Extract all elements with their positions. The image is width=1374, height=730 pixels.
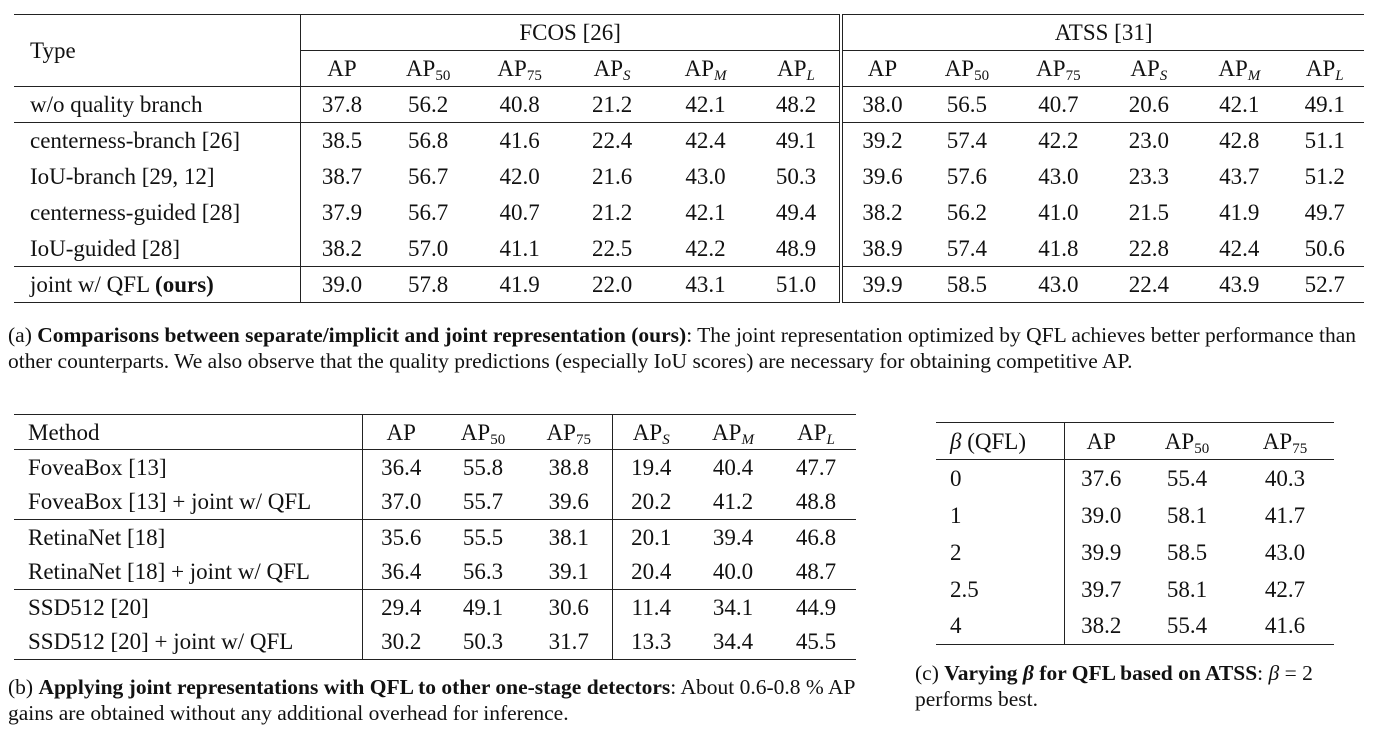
cell-value: 42.2 bbox=[685, 235, 726, 261]
caption-c-beta: β bbox=[1022, 661, 1034, 685]
cell-value: 42.8 bbox=[1219, 128, 1260, 154]
cell-value: 48.8 bbox=[795, 489, 837, 515]
cell-value: 20.4 bbox=[612, 555, 690, 590]
table-row bbox=[936, 534, 1334, 571]
header-metric-base: AP bbox=[712, 419, 742, 445]
caption-c-beta2: β bbox=[1268, 661, 1280, 685]
cell-value: 41.9 bbox=[1219, 200, 1260, 225]
cell-value: 42.2 bbox=[1038, 128, 1079, 154]
header-metric bbox=[383, 51, 473, 87]
header-metric bbox=[1138, 423, 1236, 460]
caption-c-bold-2: for QFL based on ATSS bbox=[1033, 661, 1258, 685]
header-metric bbox=[1236, 423, 1334, 460]
cell-value: 48.9 bbox=[753, 231, 841, 267]
header-metric-base: AP bbox=[797, 419, 827, 445]
cell-value: 49.7 bbox=[1304, 200, 1345, 225]
cell-value: 58.1 bbox=[1166, 576, 1208, 602]
cell-value: 42.1 bbox=[1219, 92, 1260, 117]
cell-value: 31.7 bbox=[548, 629, 589, 655]
cell-value: 56.7 bbox=[408, 200, 449, 225]
cell-value: 11.4 bbox=[612, 590, 690, 625]
cell-value: 57.4 bbox=[946, 128, 988, 154]
cell-value: 43.0 bbox=[685, 164, 726, 189]
cell-value: 41.2 bbox=[712, 489, 754, 515]
cell-value: 55.4 bbox=[1166, 465, 1208, 491]
header-metric-sub: L bbox=[826, 431, 835, 448]
cell-value: 42.1 bbox=[685, 92, 726, 117]
cell-value: 49.1 bbox=[753, 123, 841, 159]
cell-value: 39.1 bbox=[548, 559, 589, 585]
table-row bbox=[14, 590, 856, 625]
header-metric-base: AP bbox=[497, 56, 527, 81]
cell-value: 23.0 bbox=[1128, 128, 1169, 154]
header-metric-sub: M bbox=[1247, 68, 1261, 84]
cell-value: 39.0 bbox=[300, 267, 382, 303]
caption-c-bold-1: Varying bbox=[944, 661, 1023, 685]
cell-value: 43.0 bbox=[1264, 539, 1306, 565]
header-metric-sub: S bbox=[662, 431, 670, 448]
cell-value: 51.2 bbox=[1304, 164, 1345, 189]
header-metric bbox=[776, 415, 856, 450]
header-metric-base: AP bbox=[1130, 56, 1160, 81]
beta-symbol: β bbox=[950, 428, 962, 454]
cell-value: 57.4 bbox=[946, 235, 988, 261]
cell-value: 41.0 bbox=[1038, 200, 1079, 225]
table-row bbox=[14, 520, 856, 555]
cell-value: 41.9 bbox=[499, 272, 540, 297]
row-label: centerness-branch [26] bbox=[30, 128, 241, 154]
cell-value: 56.7 bbox=[408, 164, 449, 189]
cell-value: 42.4 bbox=[1219, 235, 1260, 261]
cell-value: 41.8 bbox=[1038, 235, 1079, 261]
cell-value: 30.6 bbox=[548, 594, 589, 620]
cell-value: 55.8 bbox=[462, 454, 504, 480]
cell-value: 30.2 bbox=[362, 625, 440, 660]
header-metric bbox=[1193, 51, 1285, 87]
row-label: IoU-guided [28] bbox=[30, 235, 181, 261]
cell-value: 38.2 bbox=[1064, 608, 1138, 645]
cell-value: 21.2 bbox=[591, 200, 633, 225]
header-metric bbox=[690, 415, 776, 450]
cell-value: 56.3 bbox=[462, 559, 504, 585]
header-metric bbox=[473, 51, 565, 87]
cell-value: 42.4 bbox=[685, 128, 726, 154]
row-label: centerness-guided [28] bbox=[30, 200, 241, 225]
header-metric-sub: M bbox=[741, 431, 754, 448]
header-metric bbox=[526, 415, 612, 450]
header-metric-base: AP bbox=[386, 419, 416, 445]
cell-value: 37.9 bbox=[300, 195, 382, 231]
header-metric-sub: 75 bbox=[1065, 68, 1081, 84]
row-beta: 2.5 bbox=[950, 576, 979, 602]
header-metric bbox=[922, 51, 1012, 87]
cell-value: 39.6 bbox=[841, 159, 921, 195]
row-label bbox=[14, 267, 300, 303]
table-row bbox=[14, 231, 1364, 267]
header-metric-sub: 50 bbox=[435, 68, 451, 84]
header-beta bbox=[936, 423, 1064, 460]
header-metric-sub: S bbox=[623, 68, 631, 84]
cell-value: 43.9 bbox=[1219, 272, 1260, 297]
table-row bbox=[14, 87, 1364, 123]
cell-value: 47.7 bbox=[795, 454, 837, 480]
caption-a-text: : The joint representation optimized by QFL achieves better performance than other counterparts. We also observe that the quality predictions (especially IoU scores) are necessary for obtaining competitive AP. bbox=[8, 323, 1357, 373]
row-beta: 1 bbox=[950, 502, 962, 528]
header-metric-sub: 50 bbox=[490, 431, 506, 448]
caption-c bbox=[915, 660, 1365, 712]
header-metric bbox=[440, 415, 526, 450]
table-c bbox=[936, 422, 1334, 645]
caption-c-text-1: : bbox=[1257, 661, 1269, 685]
table-row bbox=[936, 608, 1334, 645]
cell-value: 55.4 bbox=[1166, 613, 1208, 639]
cell-value: 29.4 bbox=[362, 590, 440, 625]
caption-b-text: : About 0.6-0.8 % AP gains are obtained without any additional overhead for inference. bbox=[8, 675, 855, 725]
row-label-plain: joint w/ QFL bbox=[30, 272, 156, 297]
header-metric-base: AP bbox=[944, 56, 975, 81]
table-row bbox=[14, 159, 1364, 195]
row-beta: 4 bbox=[950, 613, 962, 639]
header-metric-sub: 75 bbox=[575, 431, 591, 448]
header-metric bbox=[566, 51, 658, 87]
cell-value: 22.4 bbox=[591, 128, 633, 154]
cell-value: 20.6 bbox=[1128, 92, 1169, 117]
row-label: RetinaNet [18] bbox=[28, 524, 166, 550]
cell-value: 39.6 bbox=[548, 489, 589, 515]
header-type: Type bbox=[14, 15, 300, 87]
header-metric-base: AP bbox=[1218, 56, 1248, 81]
row-beta: 0 bbox=[950, 465, 962, 491]
header-metric-base: AP bbox=[460, 419, 491, 445]
cell-value: 55.7 bbox=[462, 489, 504, 515]
header-metric bbox=[612, 415, 690, 450]
table-row bbox=[14, 450, 856, 485]
caption-a-bold: Comparisons between separate/implicit and joint representation (ours) bbox=[37, 323, 687, 347]
cell-value: 39.9 bbox=[841, 267, 921, 303]
header-metric-base: AP bbox=[632, 419, 663, 445]
header-metric-base: AP bbox=[777, 56, 807, 81]
cell-value: 43.7 bbox=[1219, 164, 1260, 189]
cell-value: 57.8 bbox=[408, 272, 449, 297]
header-metric bbox=[1064, 423, 1138, 460]
cell-value: 38.8 bbox=[548, 454, 589, 480]
cell-value: 37.0 bbox=[362, 485, 440, 520]
header-metric-base: AP bbox=[1086, 428, 1116, 454]
caption-a-prefix: (a) bbox=[8, 323, 38, 347]
row-beta: 2 bbox=[950, 539, 962, 565]
beta-label: (QFL) bbox=[961, 428, 1026, 454]
cell-value: 49.1 bbox=[462, 594, 504, 620]
cell-value: 22.5 bbox=[591, 235, 633, 261]
cell-value: 21.6 bbox=[591, 164, 633, 189]
cell-value: 42.7 bbox=[1264, 576, 1306, 602]
header-metric-base: AP bbox=[1164, 428, 1195, 454]
table-a bbox=[14, 14, 1364, 303]
header-metric bbox=[362, 415, 440, 450]
cell-value: 41.1 bbox=[499, 235, 540, 261]
cell-value: 44.9 bbox=[795, 594, 837, 620]
cell-value: 52.7 bbox=[1304, 272, 1345, 297]
table-b bbox=[14, 414, 856, 660]
cell-value: 43.0 bbox=[1038, 272, 1079, 297]
table-row bbox=[14, 195, 1364, 231]
cell-value: 58.5 bbox=[1166, 539, 1208, 565]
cell-value: 38.0 bbox=[841, 87, 921, 123]
row-label: RetinaNet [18] + joint w/ QFL bbox=[28, 559, 310, 585]
cell-value: 50.3 bbox=[753, 159, 841, 195]
cell-value: 38.2 bbox=[841, 195, 921, 231]
table-row bbox=[936, 497, 1334, 534]
cell-value: 40.7 bbox=[499, 200, 540, 225]
cell-value: 21.5 bbox=[1128, 200, 1169, 225]
cell-value: 20.2 bbox=[612, 485, 690, 520]
cell-value: 50.3 bbox=[462, 629, 504, 655]
header-metric-base: AP bbox=[684, 56, 714, 81]
header-metric-base: AP bbox=[546, 419, 576, 445]
cell-value: 43.1 bbox=[685, 272, 726, 297]
cell-value: 39.7 bbox=[1064, 571, 1138, 608]
table-row bbox=[14, 555, 856, 590]
cell-value: 39.4 bbox=[712, 524, 754, 550]
table-row bbox=[14, 485, 856, 520]
cell-value: 56.2 bbox=[408, 92, 449, 117]
cell-value: 49.1 bbox=[1304, 92, 1345, 117]
cell-value: 21.2 bbox=[591, 92, 633, 117]
cell-value: 38.7 bbox=[300, 159, 382, 195]
cell-value: 51.0 bbox=[753, 267, 841, 303]
caption-c-prefix: (c) bbox=[915, 661, 945, 685]
cell-value: 34.4 bbox=[712, 629, 754, 655]
cell-value: 20.1 bbox=[612, 520, 690, 555]
header-metric bbox=[1105, 51, 1193, 87]
header-metric bbox=[1012, 51, 1104, 87]
header-metric bbox=[658, 51, 752, 87]
cell-value: 38.2 bbox=[300, 231, 382, 267]
cell-value: 39.2 bbox=[841, 123, 921, 159]
table-row bbox=[936, 571, 1334, 608]
header-metric bbox=[841, 51, 921, 87]
caption-a bbox=[8, 322, 1366, 374]
cell-value: 38.5 bbox=[300, 123, 382, 159]
header-metric-base: AP bbox=[1262, 428, 1293, 454]
cell-value: 49.4 bbox=[753, 195, 841, 231]
header-metric-sub: L bbox=[1335, 68, 1344, 84]
cell-value: 40.4 bbox=[712, 454, 754, 480]
header-atss: ATSS [31] bbox=[841, 15, 1364, 51]
cell-value: 34.1 bbox=[712, 594, 754, 620]
header-metric-base: AP bbox=[867, 56, 898, 81]
cell-value: 43.0 bbox=[1038, 164, 1079, 189]
cell-value: 46.8 bbox=[795, 524, 837, 550]
cell-value: 56.5 bbox=[946, 92, 988, 117]
row-label: IoU-branch [29, 12] bbox=[30, 164, 215, 189]
cell-value: 48.2 bbox=[753, 87, 841, 123]
cell-value: 40.3 bbox=[1264, 465, 1306, 491]
row-label: FoveaBox [13] + joint w/ QFL bbox=[28, 489, 312, 515]
cell-value: 22.8 bbox=[1128, 235, 1169, 261]
cell-value: 38.9 bbox=[841, 231, 921, 267]
table-row bbox=[14, 625, 856, 660]
row-label: w/o quality branch bbox=[30, 92, 203, 117]
cell-value: 22.0 bbox=[591, 272, 633, 297]
header-metric-sub: 50 bbox=[974, 68, 990, 84]
header-method: Method bbox=[28, 419, 100, 445]
cell-value: 50.6 bbox=[1304, 235, 1345, 261]
cell-value: 42.1 bbox=[685, 200, 726, 225]
cell-value: 48.7 bbox=[795, 559, 837, 585]
row-label: SSD512 [20] + joint w/ QFL bbox=[28, 629, 294, 655]
cell-value: 41.7 bbox=[1264, 502, 1306, 528]
cell-value: 42.0 bbox=[499, 164, 540, 189]
cell-value: 45.5 bbox=[795, 629, 837, 655]
header-metric bbox=[753, 51, 841, 87]
cell-value: 19.4 bbox=[612, 450, 690, 485]
cell-value: 40.7 bbox=[1038, 92, 1079, 117]
cell-value: 37.6 bbox=[1064, 460, 1138, 497]
header-metric-sub: 75 bbox=[526, 68, 542, 84]
header-metric-base: AP bbox=[1305, 56, 1336, 81]
table-row bbox=[14, 267, 1364, 303]
cell-value: 56.8 bbox=[408, 128, 449, 154]
cell-value: 55.5 bbox=[462, 524, 504, 550]
header-metric-base: AP bbox=[327, 56, 357, 81]
cell-value: 57.6 bbox=[946, 164, 988, 189]
cell-value: 58.5 bbox=[946, 272, 988, 297]
cell-value: 41.6 bbox=[1264, 613, 1306, 639]
cell-value: 13.3 bbox=[612, 625, 690, 660]
cell-value: 36.4 bbox=[362, 555, 440, 590]
row-label: SSD512 [20] bbox=[28, 594, 149, 620]
cell-value: 39.0 bbox=[1064, 497, 1138, 534]
row-label-bold: (ours) bbox=[155, 272, 214, 297]
header-metric-base: AP bbox=[405, 56, 436, 81]
caption-c-text-2: = 2 performs best. bbox=[915, 661, 1313, 711]
cell-value: 40.0 bbox=[712, 559, 754, 585]
cell-value: 36.4 bbox=[362, 450, 440, 485]
table-row bbox=[936, 460, 1334, 497]
table-row bbox=[14, 123, 1364, 159]
row-label: FoveaBox [13] bbox=[28, 454, 167, 480]
caption-b-bold: Applying joint representations with QFL to other one-stage detectors bbox=[38, 675, 671, 699]
cell-value: 58.1 bbox=[1166, 502, 1208, 528]
header-metric bbox=[300, 51, 382, 87]
header-fcos: FCOS [26] bbox=[300, 15, 841, 51]
caption-b-prefix: (b) bbox=[8, 675, 39, 699]
header-metric-base: AP bbox=[593, 56, 624, 81]
cell-value: 22.4 bbox=[1128, 272, 1169, 297]
cell-value: 57.0 bbox=[408, 235, 449, 261]
header-metric-sub: 75 bbox=[1292, 440, 1308, 457]
caption-b bbox=[8, 674, 868, 726]
cell-value: 41.6 bbox=[499, 128, 540, 154]
header-metric-sub: 50 bbox=[1194, 440, 1210, 457]
cell-value: 37.8 bbox=[300, 87, 382, 123]
header-metric-sub: M bbox=[714, 68, 727, 84]
cell-value: 23.3 bbox=[1128, 164, 1169, 189]
cell-value: 38.1 bbox=[548, 524, 589, 550]
cell-value: 35.6 bbox=[362, 520, 440, 555]
cell-value: 40.8 bbox=[499, 92, 540, 117]
header-metric-sub: L bbox=[806, 68, 815, 84]
header-metric-sub: S bbox=[1159, 68, 1168, 84]
cell-value: 39.9 bbox=[1064, 534, 1138, 571]
cell-value: 56.2 bbox=[946, 200, 988, 225]
cell-value: 51.1 bbox=[1304, 128, 1345, 154]
header-metric bbox=[1286, 51, 1364, 87]
header-metric-base: AP bbox=[1036, 56, 1066, 81]
